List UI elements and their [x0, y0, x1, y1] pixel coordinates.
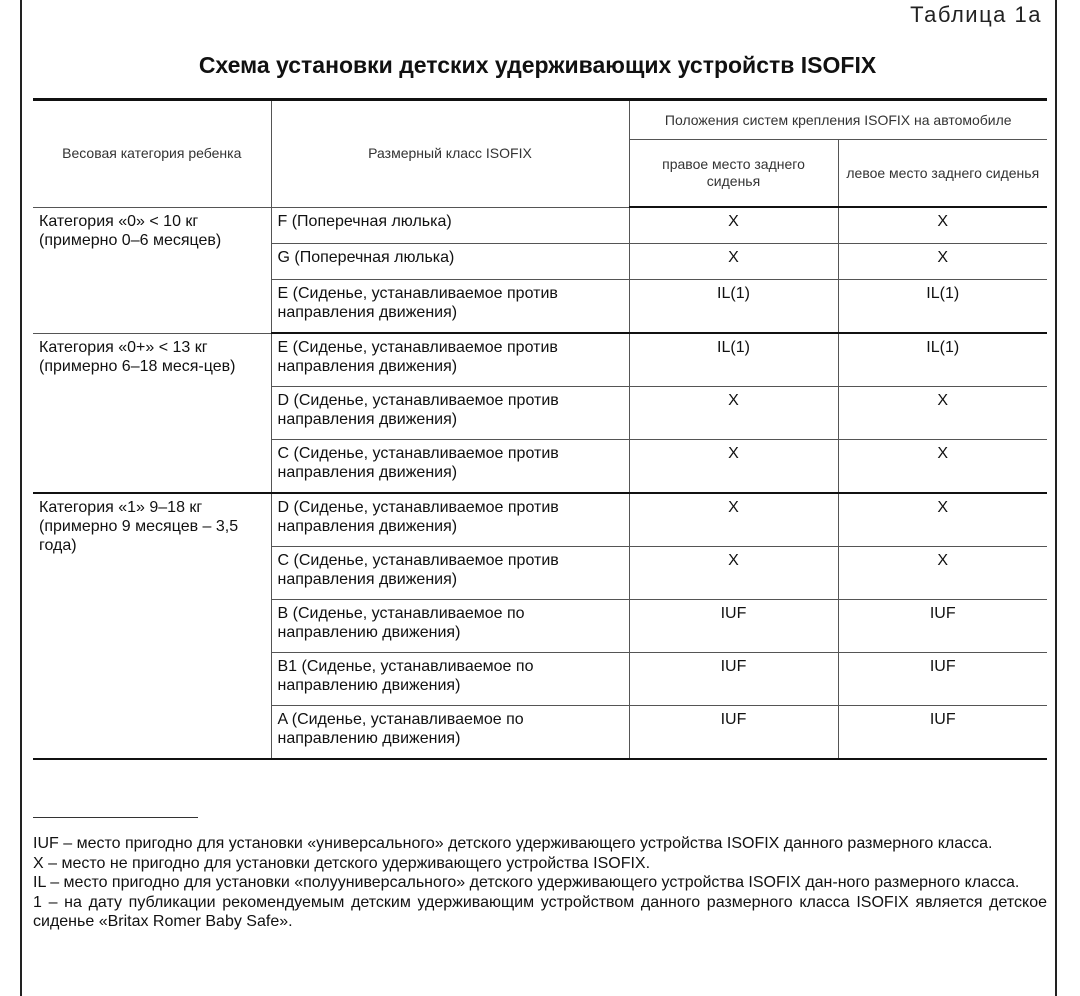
right-seat-cell: X [629, 440, 838, 494]
isofix-table [33, 98, 1047, 760]
footnotes [33, 834, 1047, 932]
size-class-cell: F (Поперечная люлька) [271, 207, 629, 244]
document-title: Схема установки детских удерживающих устройств ISOFIX [198, 52, 877, 78]
left-seat-cell: X [838, 244, 1047, 280]
size-class-cell: B1 (Сиденье, устанавливаемое по направлению движения) [271, 653, 629, 706]
size-class-cell: B (Сиденье, устанавливаемое по направлению движения) [271, 600, 629, 653]
header-weight-category: Весовая категория ребенка [33, 100, 271, 208]
left-seat-cell: X [838, 440, 1047, 494]
weight-category-cell: Категория «1» 9–18 кг (примерно 9 месяцев – 3,5 года) [33, 493, 271, 759]
header-size-class: Размерный класс ISOFIX [271, 100, 629, 208]
left-seat-cell: IUF [838, 600, 1047, 653]
right-seat-cell: IUF [629, 653, 838, 706]
size-class-cell: G (Поперечная люлька) [271, 244, 629, 280]
right-seat-cell: IL(1) [629, 280, 838, 334]
left-seat-cell: IUF [838, 653, 1047, 706]
table-row [33, 493, 1047, 547]
page-border-right [1055, 0, 1057, 996]
right-seat-cell: X [629, 493, 838, 547]
left-seat-cell: X [838, 387, 1047, 440]
right-seat-cell: IUF [629, 706, 838, 760]
left-seat-cell: X [838, 547, 1047, 600]
size-class-cell: A (Сиденье, устанавливаемое по направлению движения) [271, 706, 629, 760]
right-seat-cell: IUF [629, 600, 838, 653]
size-class-cell: D (Сиденье, устанавливаемое против направления движения) [271, 493, 629, 547]
page-border-left [20, 0, 22, 996]
left-seat-cell: X [838, 493, 1047, 547]
right-seat-cell: X [629, 207, 838, 244]
footnote-iuf: IUF – место пригодно для установки «универсального» детского удерживающего устройства ISOFIX данного размерного класса. [33, 835, 993, 852]
size-class-cell: C (Сиденье, устанавливаемое против направления движения) [271, 547, 629, 600]
weight-category-cell: Категория «0+» < 13 кг (примерно 6–18 меся-цев) [33, 333, 271, 493]
right-seat-cell: X [629, 387, 838, 440]
header-left-seat: левое место заднего сиденья [838, 140, 1047, 208]
right-seat-cell: IL(1) [629, 333, 838, 387]
size-class-cell: C (Сиденье, устанавливаемое против направления движения) [271, 440, 629, 494]
left-seat-cell: IL(1) [838, 333, 1047, 387]
header-positions-group: Положения систем крепления ISOFIX на автомобиле [629, 100, 1047, 140]
size-class-cell: E (Сиденье, устанавливаемое против направления движения) [271, 280, 629, 334]
weight-category-cell: Категория «0» < 10 кг (примерно 0–6 месяцев) [33, 207, 271, 333]
right-seat-cell: X [629, 547, 838, 600]
footnote-x: X – место не пригодно для установки детского удерживающего устройства ISOFIX. [33, 854, 651, 872]
size-class-cell: E (Сиденье, устанавливаемое против направления движения) [271, 333, 629, 387]
size-class-cell: D (Сиденье, устанавливаемое против направления движения) [271, 387, 629, 440]
left-seat-cell: IL(1) [838, 280, 1047, 334]
footnote-divider [33, 817, 198, 818]
right-seat-cell: X [629, 244, 838, 280]
left-seat-cell: IUF [838, 706, 1047, 760]
footnote-1: 1 – на дату публикации рекомендуемым детским удерживающим устройством данного размерного класса ISOFIX является детское сиденье «Britax Romer Baby Safe». [33, 893, 1047, 930]
footnote-il: IL – место пригодно для установки «полууниверсального» детского удерживающего устройства ISOFIX дан-ного размерного класса. [33, 874, 1020, 891]
table-row [33, 333, 1047, 387]
left-seat-cell: X [838, 207, 1047, 244]
header-right-seat: правое место заднего сиденья [629, 140, 838, 208]
table-row [33, 207, 1047, 244]
table-number: Таблица 1а [910, 2, 1042, 27]
